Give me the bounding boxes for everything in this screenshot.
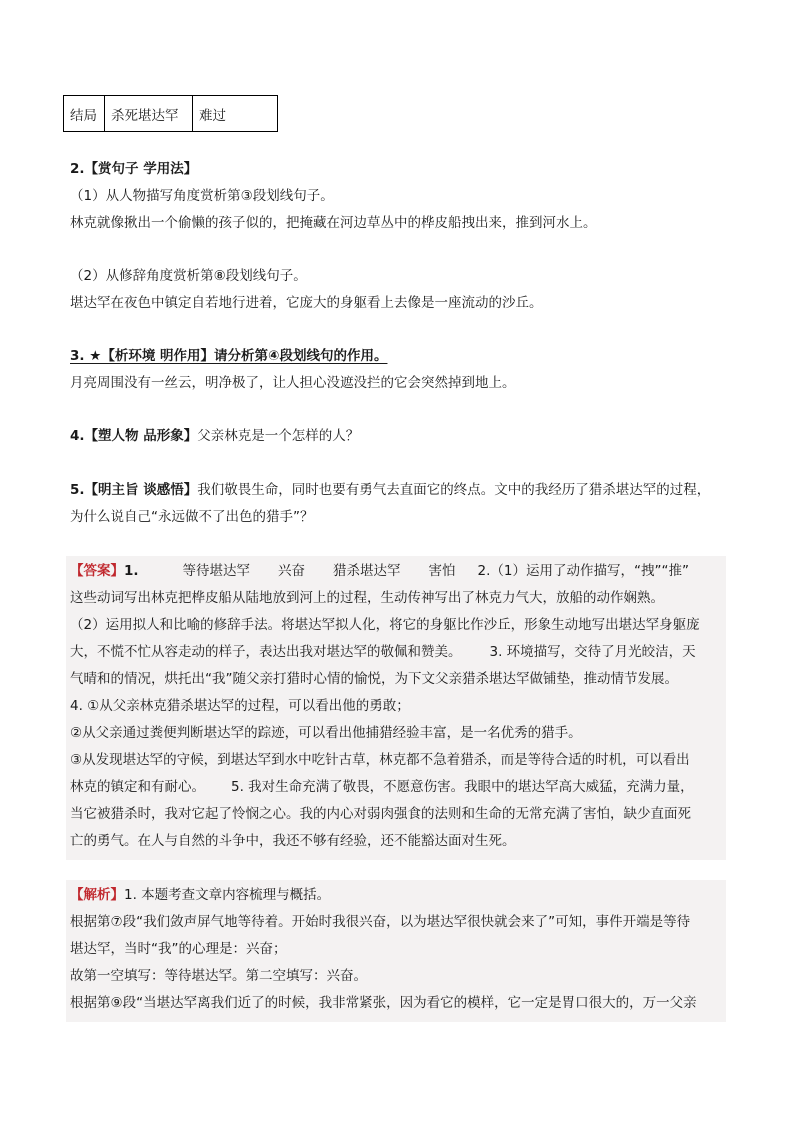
analysis-line-2: 根据第⑦段“我们敛声屏气地等待着。开始时我很兴奋，以为堪达罕很快就会来了”可知，事件开端是等待 <box>70 914 691 930</box>
question-5-title: 5.【明主旨 谈感悟】 <box>70 482 198 498</box>
answer-line-1-tail: 2.（1）运用了动作描写，“拽”“推” <box>477 563 689 579</box>
answer-line-10: 当它被猎杀时，我对它起了怜悯之心。我的内心对弱肉强食的法则和生命的无常充满了害怕，缺少直面死 <box>70 806 691 822</box>
question-2-sub1: （1）从人物描写角度赏析第③段划线句子。 <box>70 188 334 204</box>
table-row <box>64 96 278 132</box>
answer-line-8: ③从发现堪达罕的守候，到堪达罕到水中吃针古草，林克都不急着猎杀，而是等待合适的时机，可以看出 <box>70 752 690 768</box>
answer-blank-3: 猎杀堪达罕 <box>333 563 401 579</box>
answer-line-2: 这些动词写出林克把桦皮船从陆地放到河上的过程，生动传神写出了林克力气大，放船的动作娴熟。 <box>70 590 664 606</box>
question-3-title: 3. ★【析环境 明作用】请分析第④段划线句的作用。 <box>70 348 388 364</box>
answer-line-6: 4. ①从父亲林克猎杀堪达罕的过程，可以看出他的勇敢； <box>70 698 410 714</box>
table-cell-event: 杀死堪达罕 <box>105 96 193 132</box>
answer-blank-1: 等待堪达罕 <box>182 563 251 579</box>
question-4-title: 4.【塑人物 品形象】 <box>70 428 198 444</box>
analysis-line-4: 故第一空填写：等待堪达罕。第二空填写：兴奋。 <box>70 968 367 984</box>
question-3-sentence: 月亮周围没有一丝云，明净极了，让人担心没遮没拦的它会突然掉到地上。 <box>70 375 516 391</box>
answer-line-4a: 大，不慌不忙从容走动的样子，表达出我对堪达罕的敬佩和赞美。 <box>70 644 462 660</box>
table-cell-feeling: 难过 <box>193 96 278 132</box>
answer-line-9 <box>70 778 694 796</box>
answer-line-11: 亡的勇气。在人与自然的斗争中，我还不够有经验，还不能豁达面对生死。 <box>70 833 516 849</box>
analysis-line-1 <box>70 886 330 904</box>
analysis-line-5: 根据第⑨段“当堪达罕离我们近了的时候，我非常紧张，因为看它的模样，它一定是胃口很大的，万一父亲 <box>70 995 697 1011</box>
question-5-line1 <box>70 481 710 499</box>
answer-blank-4: 害怕 <box>428 563 456 579</box>
question-2-title: 2.【赏句子 学用法】 <box>70 161 198 177</box>
answer-line-7: ②从父亲通过粪便判断堪达罕的踪迹，可以看出他捕猎经验丰富，是一名优秀的猎手。 <box>70 725 582 741</box>
answer-line-1 <box>70 562 689 580</box>
question-5-line2: 为什么说自己“永远做不了出色的猎手”？ <box>70 509 314 525</box>
question-4-text: 父亲林克是一个怎样的人？ <box>197 428 360 444</box>
table-cell-stage: 结局 <box>64 96 105 132</box>
answer-line-4 <box>70 643 696 661</box>
analysis-line-1-text: 1. 本题考查文章内容梳理与概括。 <box>124 887 331 903</box>
analysis-label: 【解析】 <box>70 887 124 903</box>
question-2-sub2: （2）从修辞角度赏析第⑧段划线句子。 <box>70 268 307 284</box>
answer-num-1: 1. <box>124 563 139 579</box>
answer-line-9a: 林克的镇定和有耐心。 <box>70 779 205 795</box>
answer-line-9b: 5. 我对生命充满了敬畏，不愿意伤害。我眼中的堪达罕高大威猛，充满力量， <box>231 779 694 795</box>
question-2-sentence2: 堪达罕在夜色中镇定自若地行进着，它庞大的身躯看上去像是一座流动的沙丘。 <box>70 295 543 311</box>
answer-blank-2: 兴奋 <box>278 563 306 579</box>
answer-line-4b: 3. 环境描写，交待了月光皎洁，天 <box>489 644 696 660</box>
question-2-sentence1: 林克就像揪出一个偷懒的孩子似的，把掩藏在河边草丛中的桦皮船拽出来，推到河水上。 <box>70 215 597 231</box>
analysis-line-3: 堪达罕，当时“我”的心理是：兴奋； <box>70 941 287 957</box>
answer-line-3: （2）运用拟人和比喻的修辞手法。将堪达罕拟人化，将它的身躯比作沙丘，形象生动地写出堪达罕身躯庞 <box>70 617 700 633</box>
answer-line-5: 气晴和的情况，烘托出“我”随父亲打猎时心情的愉悦，为下文父亲猎杀堪达罕做铺垫，推动情节发展。 <box>70 671 678 687</box>
outcome-table <box>63 95 278 132</box>
question-5-text1: 我们敬畏生命，同时也要有勇气去直面它的终点。文中的我经历了猎杀堪达罕的过程， <box>197 482 711 498</box>
question-4 <box>70 427 359 445</box>
answer-label: 【答案】 <box>70 563 124 579</box>
